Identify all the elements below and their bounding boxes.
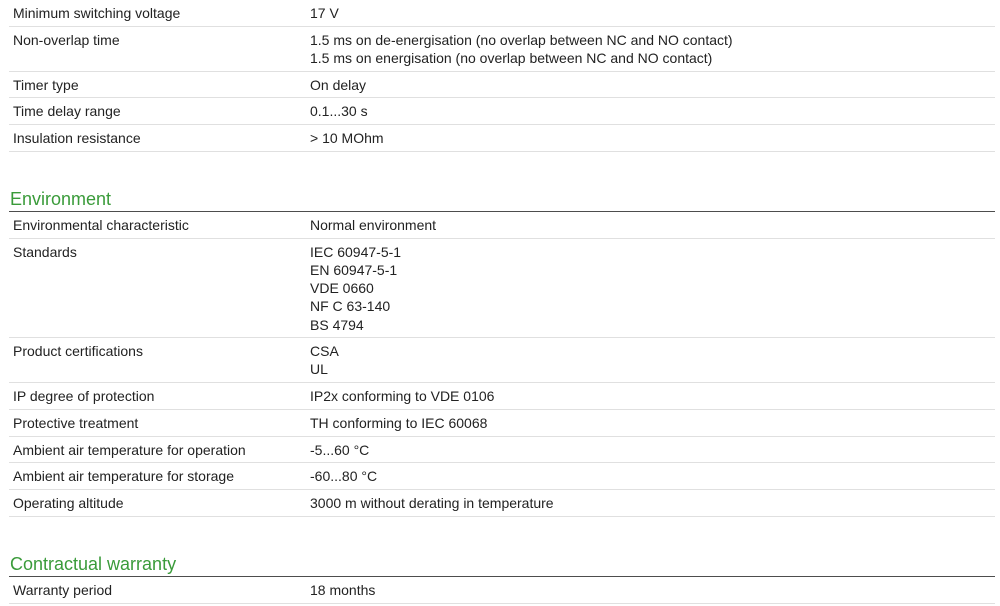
- spec-value-line: 17 V: [310, 5, 339, 21]
- spec-value: [306, 238, 995, 338]
- spec-row: [9, 338, 995, 383]
- spec-value: [306, 338, 995, 383]
- spec-value: [306, 577, 995, 604]
- spec-value-line: > 10 MOhm: [310, 130, 384, 147]
- spec-value-line: 18 months: [310, 582, 376, 598]
- spec-label: Operating altitude: [9, 489, 306, 516]
- spec-value: [306, 26, 995, 71]
- spec-value: [306, 383, 995, 410]
- spec-value-line: -5...60 °C: [310, 441, 370, 458]
- spec-value-line: 3000 m without derating in temperature: [310, 494, 554, 511]
- spec-value-line: VDE 0660: [310, 280, 374, 297]
- spec-value: [306, 409, 995, 436]
- spec-value-line: IP2x conforming to VDE 0106: [310, 388, 495, 405]
- spec-label: Product certifications: [9, 338, 306, 383]
- spec-row: [9, 489, 995, 516]
- spec-value-line: CSA: [310, 343, 339, 360]
- spec-value-line: NF C 63-140: [310, 298, 391, 315]
- section-title-environment: Environment: [10, 189, 112, 209]
- spec-value-line: EN 60947-5-1: [310, 261, 398, 278]
- spec-table-warranty: [9, 576, 995, 604]
- spec-row: [9, 125, 995, 152]
- spec-label: Standards: [9, 238, 306, 338]
- spec-value-line: 1.5 ms on de-energisation (no overlap between NC and NO contact): [310, 31, 733, 48]
- spec-row: [9, 26, 995, 71]
- spec-value-line: BS 4794: [310, 316, 364, 333]
- spec-value: [306, 71, 995, 98]
- spec-value-line: 1.5 ms on energisation (no overlap between NC and NO contact): [310, 49, 713, 66]
- spec-value-line: UL: [310, 361, 328, 378]
- spec-row: [9, 409, 995, 436]
- spec-row: [9, 238, 995, 338]
- spec-row: [9, 383, 995, 410]
- spec-label: Warranty period: [9, 577, 306, 604]
- spec-label: Ambient air temperature for operation: [9, 436, 306, 463]
- spec-value: [306, 436, 995, 463]
- spec-table-environment: [9, 211, 995, 517]
- spec-row: [9, 98, 995, 125]
- spec-label: Protective treatment: [9, 409, 306, 436]
- spec-row: [9, 463, 995, 490]
- spec-value-line: -60...80 °C: [310, 468, 378, 485]
- spec-label: Environmental characteristic: [9, 212, 306, 239]
- spec-label: IP degree of protection: [9, 383, 306, 410]
- spec-label: Time delay range: [9, 98, 306, 125]
- spec-label: Insulation resistance: [9, 125, 306, 152]
- spec-value: [306, 489, 995, 516]
- spec-label: Ambient air temperature for storage: [9, 463, 306, 490]
- spec-value: [306, 463, 995, 490]
- spec-value-line: Normal environment: [310, 217, 437, 233]
- spec-row: [9, 436, 995, 463]
- section-title-contractual-warranty: Contractual warranty: [10, 554, 177, 574]
- spec-table-main: [9, 0, 995, 152]
- spec-label: Non-overlap time: [9, 26, 306, 71]
- spec-value-line: 0.1...30 s: [310, 103, 368, 120]
- spec-value: [306, 125, 995, 152]
- spec-row: [9, 0, 995, 26]
- spec-value: [306, 0, 995, 26]
- spec-row: [9, 212, 995, 239]
- spec-value-line: TH conforming to IEC 60068: [310, 414, 488, 431]
- spec-row: [9, 71, 995, 98]
- spec-label: Timer type: [9, 71, 306, 98]
- spec-value-line: On delay: [310, 76, 367, 93]
- spec-label: Minimum switching voltage: [9, 0, 306, 26]
- spec-value: [306, 98, 995, 125]
- spec-value: [306, 212, 995, 239]
- spec-row: [9, 577, 995, 604]
- spec-value-line: IEC 60947-5-1: [310, 243, 402, 260]
